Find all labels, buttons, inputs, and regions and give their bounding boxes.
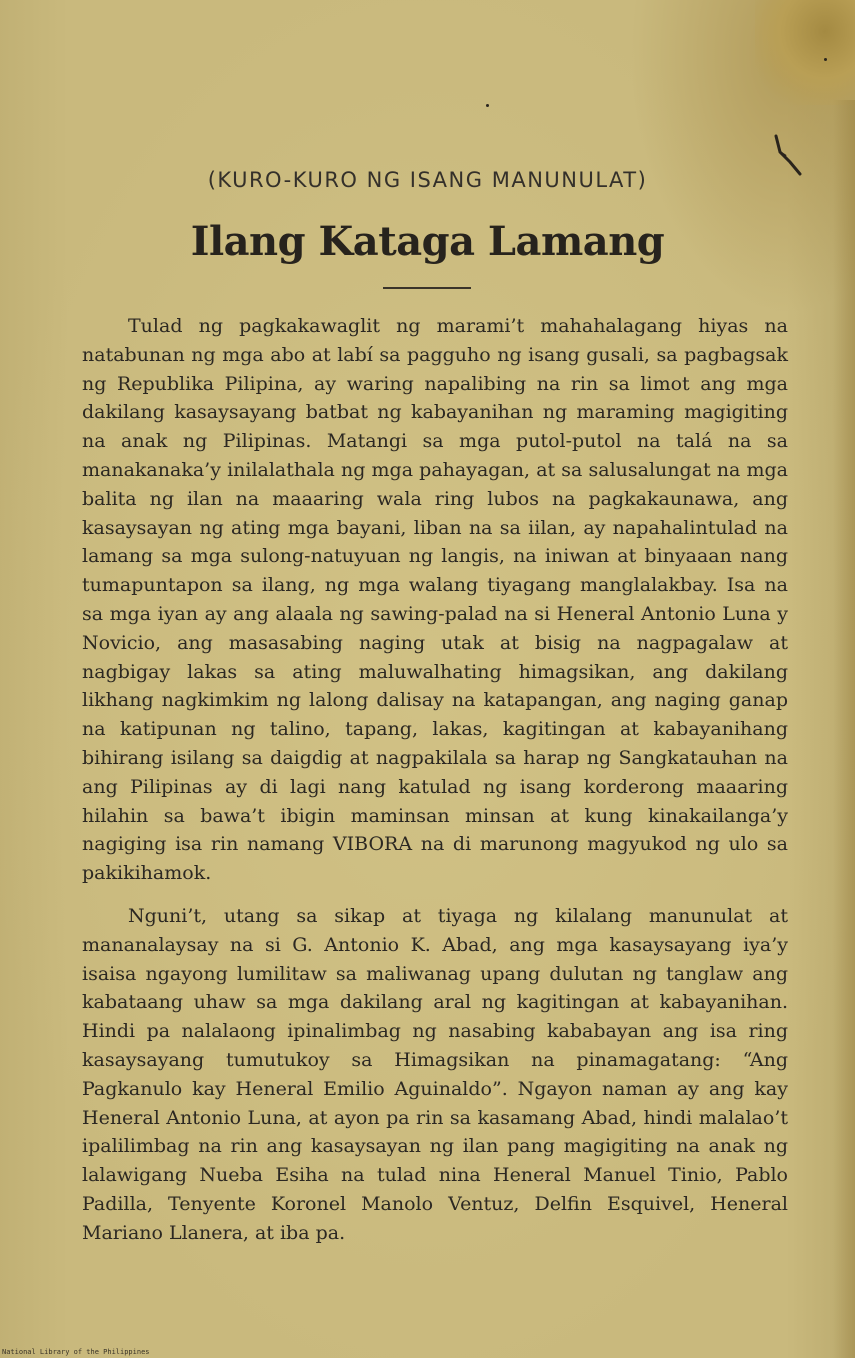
body-paragraph-1 [82, 312, 788, 888]
stained-corner [755, 0, 855, 105]
page-title: Ilang Kataga Lamang [190, 218, 665, 265]
body-paragraph-2 [82, 902, 788, 1248]
library-footer: National Library of the Philippines [2, 1348, 150, 1356]
speck [486, 104, 489, 107]
speck [824, 58, 827, 61]
title-divider [383, 287, 471, 289]
paragraph-text: Nguni’t, utang sa sikap at tiyaga ng kilalang manunulat at mananalaysay na si G. Antonio K. Abad, ang mga kasaysayang iya’y isaisa ngayong lumilitaw sa maliwanag upang dulutan ng tanglaw ang kabataang uhaw sa mga dakilang aral ng kagitingan at kabayanihan. Hindi pa nalalaong ipinalimbag ng nasabing kababayan ang isa ring kasaysayang tumutukoy sa Himagsikan na pinamagatang: “Ang Pagkanulo kay Heneral Emilio Aguinaldo”. Ngayon naman ay ang kay Heneral Antonio Luna, at ayon pa rin sa kasamang Abad, hindi malalao’t ipalilimbag na rin ang kasaysayan ng ilan pang magigiting na anak ng lalawigang Nueba Esiha na tulad nina Heneral Manuel Tinio, Pablo Padilla, Tenyente Koronel Manolo Ventuz, Delfin Esquivel, Heneral Mariano Llanera, at iba pa. [82, 905, 788, 1244]
page-edge-shadow [833, 100, 855, 1358]
paragraph-text: Tulad ng pagkakawaglit ng marami’t mahahalagang hiyas na natabunan ng mga abo at labí sa pagguho ng isang gusali, sa pagbagsak ng Republika Pilipina, ay waring napalibing na rin sa limot ang mga dakilang kasaysayang batbat ng kabayanihan ng maraming magigiting na anak ng Pilipinas. Matangi sa mga putol-putol na talá na sa manakanaka’y inilalathala ng mga pahayagan, at sa salusalungat na mga balita ng ilan na maaaring wala ring lubos na pagkakaunawa, ang kasaysayan ng ating mga bayani, liban na sa iilan, ay napahalintulad na lamang sa mga sulong-natuyuan ng langis, na iniwan at binyaaan nang tumapuntapon sa ilang, ng mga walang tiyagang manglalakbay. Isa na sa mga iyan ay ang alaala ng sawing-palad na si Heneral Antonio Luna y Novicio, ang masasabing naging utak at bisig na nagpagalaw at nagbigay lakas sa ating maluwalhating himagsikan, ang dakilang likhang nagkimkim ng lalong dalisay na katapangan, ang naging ganap na katipunan ng talino, tapang, lakas, kagitingan at kabayanihang bihirang isilang sa daigdig at nagpakilala sa harap ng Sangkatauhan na ang Pilipinas ay di lagi nang katulad ng isang korderong maaaring hilahin sa bawa’t ibigin maminsan minsan at kung kinakailanga’y nagiging isa rin namang VIBORA na di marunong magyukod ng ulo sa pakikihamok. [82, 315, 788, 885]
section-supertitle: (KURO-KURO NG ISANG MANUNULAT) [207, 168, 648, 192]
